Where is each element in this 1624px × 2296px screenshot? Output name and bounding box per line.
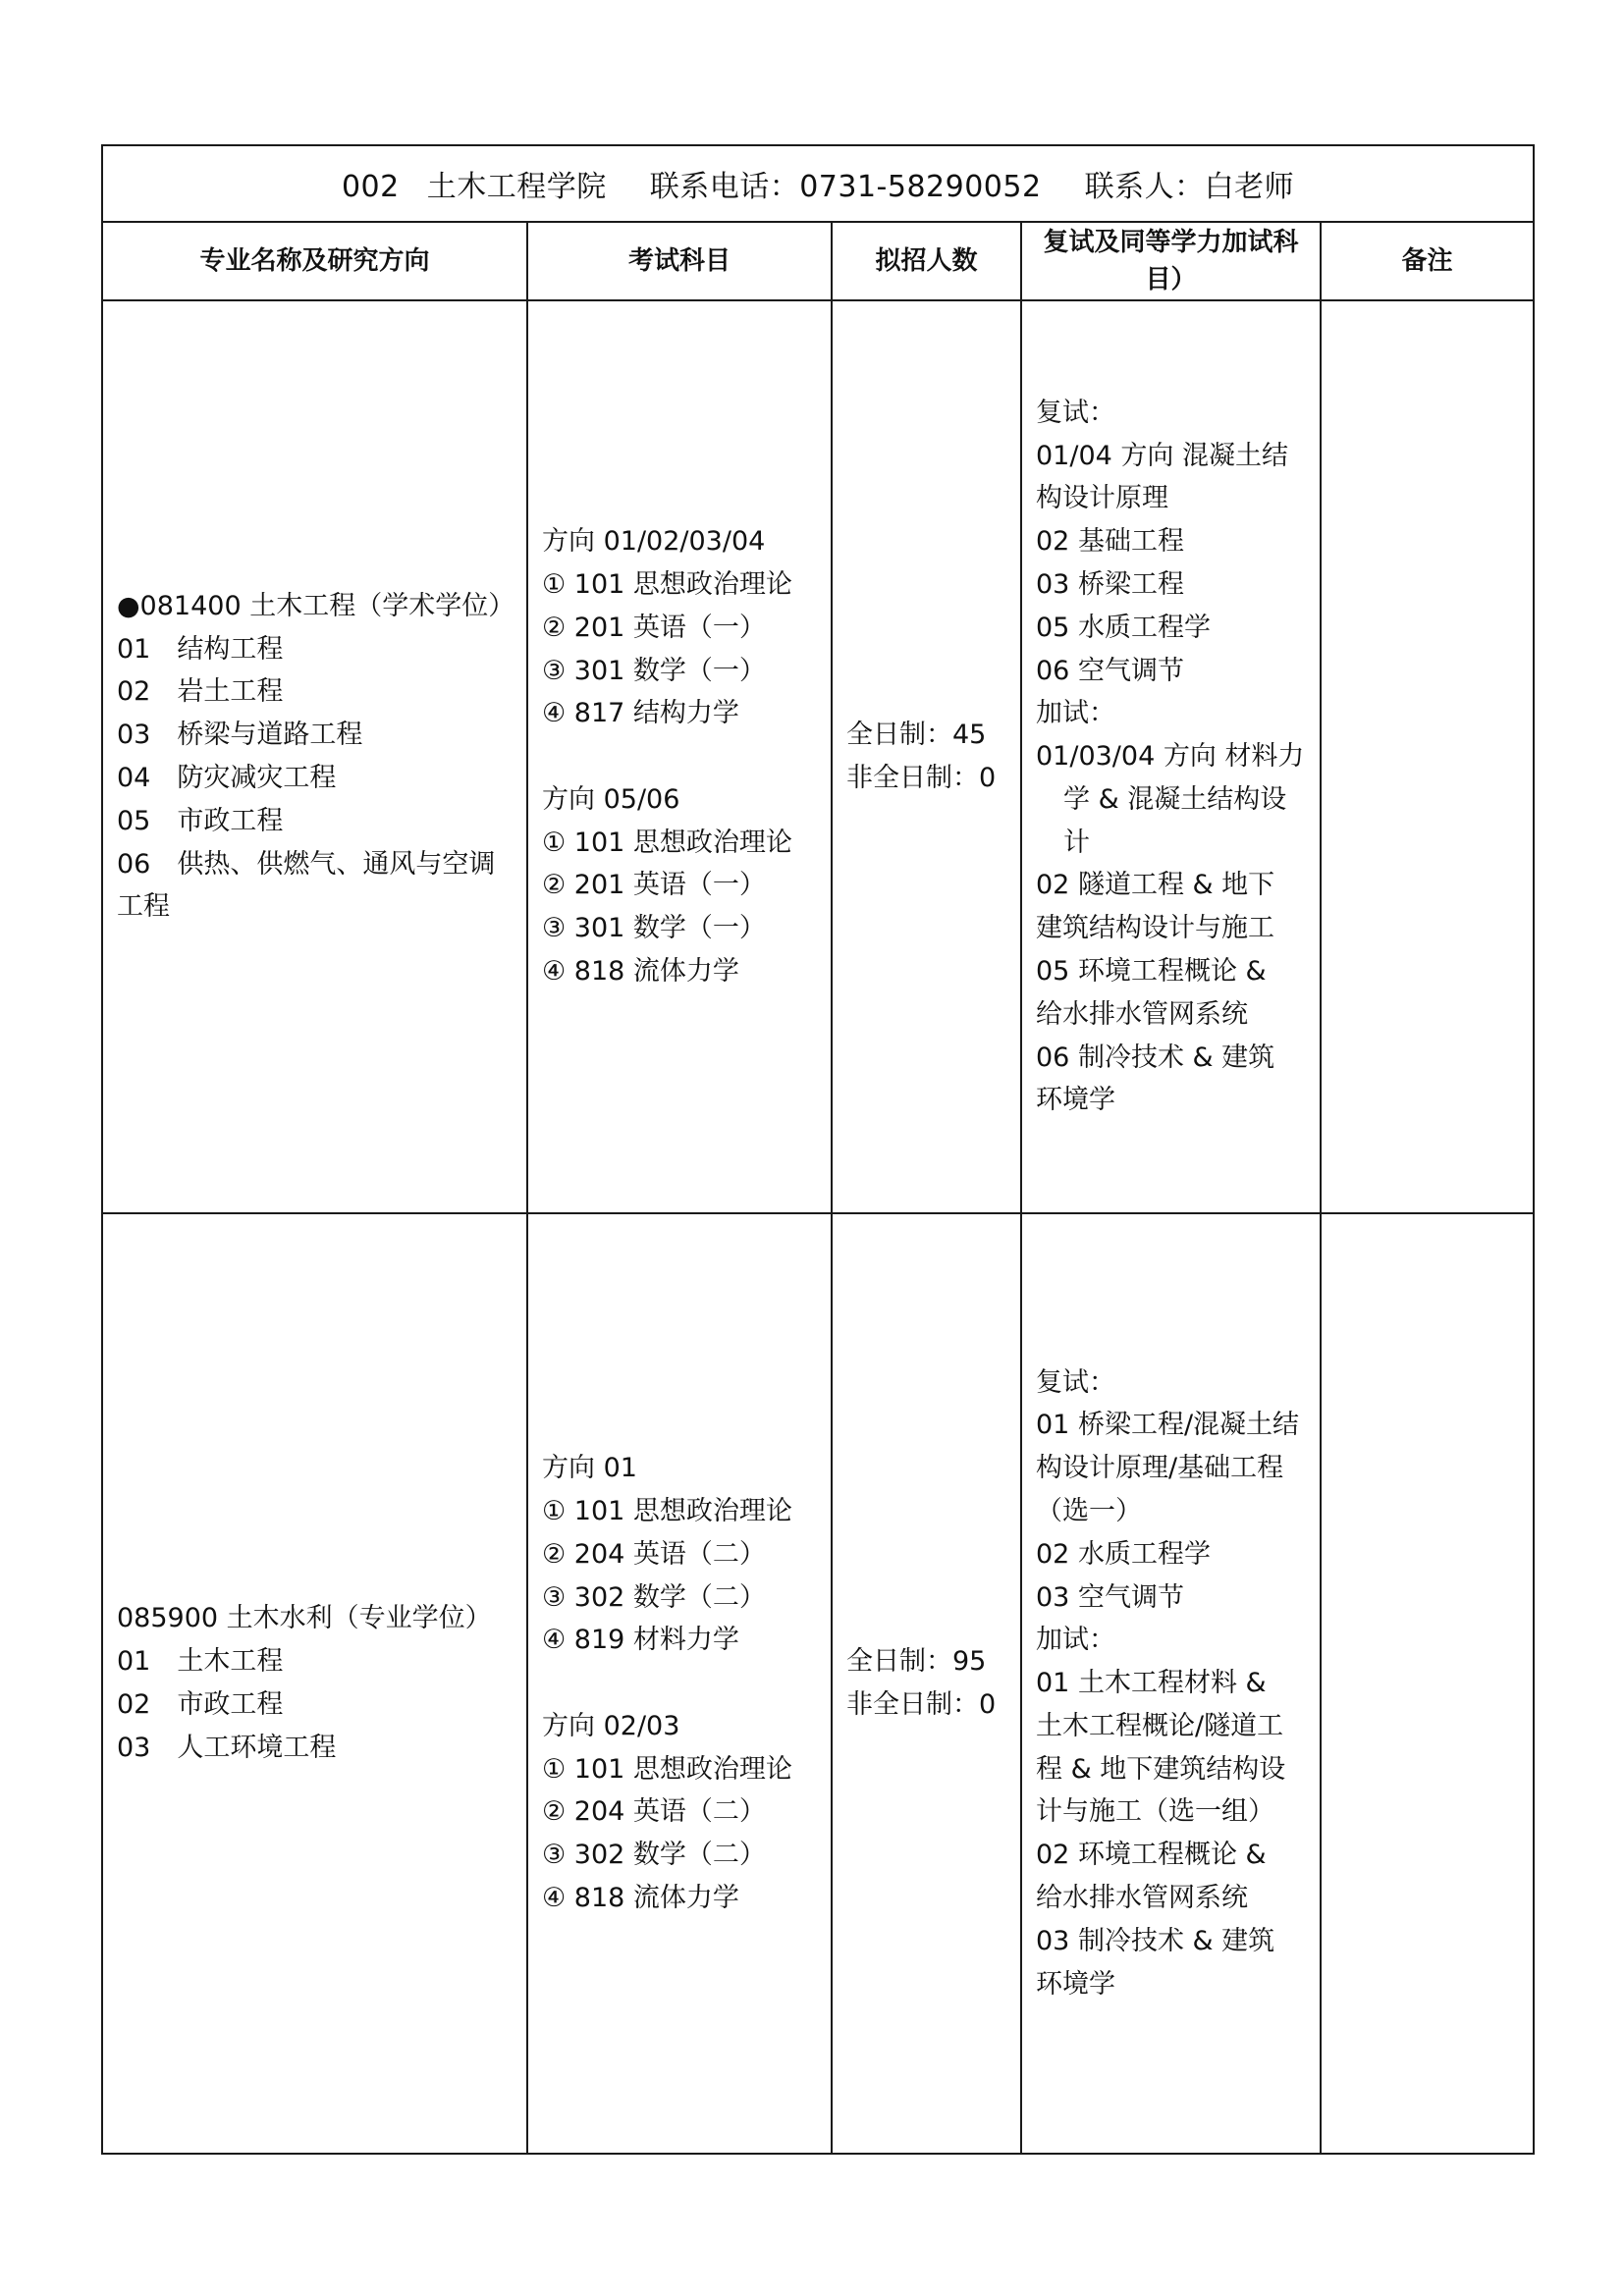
contact-person: 联系人：白老师 <box>1084 170 1295 204</box>
direction-item: 04 防灾减灾工程 <box>117 763 337 793</box>
quota-lines <box>846 714 1006 800</box>
direction-item-cont: 工程 <box>117 891 170 923</box>
major-lines <box>117 1597 513 1769</box>
exam-subject: ④ 818 流体力学 <box>542 956 739 988</box>
table-row <box>102 300 1534 1213</box>
exam-subject: ① 101 思想政治理论 <box>542 1495 792 1526</box>
retest-lines <box>1036 392 1306 1123</box>
retest-line: 01/04 方向 混凝土结 <box>1036 440 1288 471</box>
title-row <box>102 145 1534 222</box>
remarks-cell <box>1321 300 1534 1213</box>
retest-line: 构设计原理/基础工程 <box>1036 1453 1284 1484</box>
quota-fulltime: 全日制：95 <box>846 1646 987 1678</box>
retest-line: 给水排水管网系统 <box>1036 998 1248 1030</box>
retest-line: 01/03/04 方向 材料力 <box>1036 741 1305 773</box>
exam-subject: ④ 819 材料力学 <box>542 1625 739 1656</box>
retest-line: 05 环境工程概论 & <box>1036 956 1267 988</box>
col-header-retest: 复试及同等学力加试科目） <box>1021 222 1321 300</box>
retest-line: 03 空气调节 <box>1036 1581 1184 1613</box>
spacer <box>542 1662 817 1705</box>
exam-lines <box>542 1447 817 1920</box>
retest-line: 环境学 <box>1036 1968 1115 2000</box>
exam-group-label: 方向 01/02/03/04 <box>542 526 766 558</box>
col-header-exam: 考试科目 <box>527 222 832 300</box>
retest-line: 05 水质工程学 <box>1036 612 1211 643</box>
retest-line: 01 桥梁工程/混凝土结 <box>1036 1410 1300 1441</box>
retest-cell <box>1021 300 1321 1213</box>
exam-subject: ① 101 思想政治理论 <box>542 568 792 600</box>
table-row <box>102 1213 1534 2154</box>
admissions-table <box>101 144 1535 2155</box>
exam-subject: ② 201 英语（一） <box>542 612 766 643</box>
retest-line: 02 环境工程概论 & <box>1036 1840 1267 1871</box>
exam-subject: ② 204 英语（二） <box>542 1796 766 1828</box>
direction-item: 02 市政工程 <box>117 1689 284 1720</box>
school-name: 土木工程学院 <box>426 170 607 204</box>
retest-line: （选一） <box>1036 1495 1142 1526</box>
quota-parttime: 非全日制：0 <box>846 1689 997 1720</box>
retest-line: 学 & 混凝土结构设 <box>1063 783 1287 815</box>
exam-cell <box>527 1213 832 2154</box>
retest-line: 建筑结构设计与施工 <box>1036 913 1274 944</box>
major-title: ●081400 土木工程（学术学位） <box>117 590 515 621</box>
exam-subject: ② 204 英语（二） <box>542 1538 766 1570</box>
exam-subject: ① 101 思想政治理论 <box>542 1753 792 1785</box>
retest-line: 02 水质工程学 <box>1036 1538 1211 1570</box>
remarks-cell <box>1321 1213 1534 2154</box>
major-cell <box>102 1213 527 2154</box>
major-lines <box>117 585 513 929</box>
quota-cell <box>832 1213 1021 2154</box>
retest-label: 复试： <box>1036 397 1115 428</box>
retest-line: 计与施工（选一组） <box>1036 1796 1274 1828</box>
spacer <box>542 735 817 778</box>
retest-line: 程 & 地下建筑结构设 <box>1036 1753 1286 1785</box>
direction-item: 03 桥梁与道路工程 <box>117 720 363 751</box>
major-cell <box>102 300 527 1213</box>
exam-group-label: 方向 02/03 <box>542 1710 680 1741</box>
contact-phone: 联系电话：0731-58290052 <box>649 170 1042 204</box>
retest-line: 02 隧道工程 & 地下 <box>1036 870 1275 901</box>
retest-lines <box>1036 1362 1306 2006</box>
exam-group-label: 方向 01 <box>542 1453 637 1484</box>
exam-subject: ④ 817 结构力学 <box>542 698 739 729</box>
direction-item: 03 人工环境工程 <box>117 1732 337 1763</box>
exam-subject: ② 201 英语（一） <box>542 870 766 901</box>
school-code: 002 <box>341 170 400 204</box>
quota-parttime: 非全日制：0 <box>846 763 997 793</box>
direction-item: 02 岩土工程 <box>117 676 284 708</box>
retest-line: 构设计原理 <box>1036 483 1168 514</box>
quota-lines <box>846 1640 1006 1727</box>
retest-line: 环境学 <box>1036 1085 1115 1116</box>
exam-subject: ① 101 思想政治理论 <box>542 827 792 858</box>
extra-test-label: 加试： <box>1036 1625 1115 1656</box>
exam-subject: ③ 302 数学（二） <box>542 1581 766 1613</box>
exam-subject: ③ 301 数学（一） <box>542 913 766 944</box>
col-header-major: 专业名称及研究方向 <box>102 222 527 300</box>
exam-lines <box>542 520 817 993</box>
retest-line: 02 基础工程 <box>1036 526 1184 558</box>
retest-line: 给水排水管网系统 <box>1036 1883 1248 1914</box>
exam-subject: ③ 301 数学（一） <box>542 655 766 686</box>
retest-cell <box>1021 1213 1321 2154</box>
quota-cell <box>832 300 1021 1213</box>
direction-item: 01 结构工程 <box>117 633 284 665</box>
col-header-quota: 拟招人数 <box>832 222 1021 300</box>
retest-line: 03 制冷技术 & 建筑 <box>1036 1925 1275 1956</box>
retest-label: 复试： <box>1036 1366 1115 1398</box>
retest-line: 计 <box>1063 827 1090 858</box>
exam-cell <box>527 300 832 1213</box>
exam-subject: ④ 818 流体力学 <box>542 1883 739 1914</box>
retest-line: 06 空气调节 <box>1036 655 1184 686</box>
extra-test-label: 加试： <box>1036 698 1115 729</box>
direction-item: 01 土木工程 <box>117 1646 284 1678</box>
table-title <box>102 145 1534 222</box>
retest-line: 土木工程概论/隧道工 <box>1036 1710 1284 1741</box>
major-title: 085900 土木水利（专业学位） <box>117 1603 492 1634</box>
exam-group-label: 方向 05/06 <box>542 783 680 815</box>
header-row <box>102 222 1534 300</box>
retest-line: 01 土木工程材料 & <box>1036 1668 1267 1699</box>
direction-item: 05 市政工程 <box>117 805 284 836</box>
retest-line: 06 制冷技术 & 建筑 <box>1036 1041 1275 1073</box>
retest-line: 03 桥梁工程 <box>1036 568 1184 600</box>
direction-item: 06 供热、供燃气、通风与空调 <box>117 848 496 880</box>
quota-fulltime: 全日制：45 <box>846 720 987 751</box>
exam-subject: ③ 302 数学（二） <box>542 1840 766 1871</box>
col-header-remarks: 备注 <box>1321 222 1534 300</box>
